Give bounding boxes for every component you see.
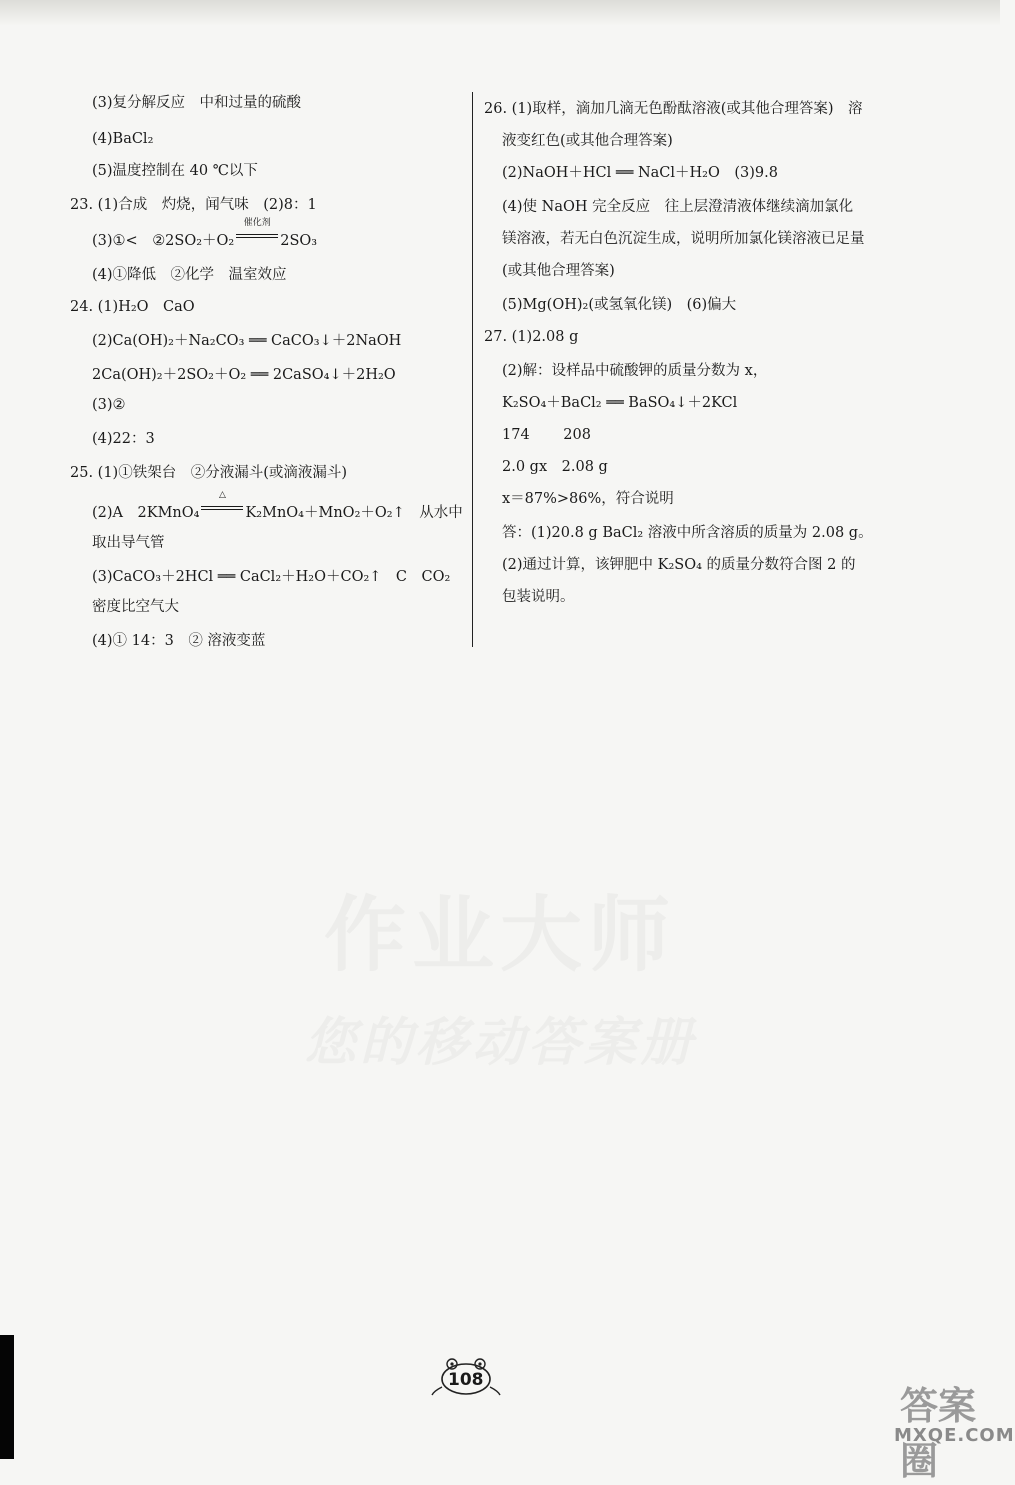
logo-url: MXQE.COM (894, 1425, 1015, 1446)
equation-right: K₂MnO₄＋MnO₂＋O₂↑ 从水中 (245, 505, 463, 521)
answer-27-conclusion-2: (2)通过计算，该钾肥中 K₂SO₄ 的质量分数符合图 2 的 (502, 557, 856, 573)
answer-25-3: (3)CaCO₃＋2HCl ══ CaCl₂＋H₂O＋CO₂↑ C CO₂ (92, 569, 451, 585)
answer-26-4c: (或其他合理答案) (502, 263, 615, 279)
reaction-condition: 催化剂 (234, 231, 280, 245)
answer-22-4: (4)BaCl₂ (92, 131, 154, 147)
answer-27-result: x＝87%>86%，符合说明 (502, 491, 674, 507)
answer-24-1: 24. (1)H₂O CaO (70, 299, 195, 315)
watermark-title: 作业大师 (323, 888, 676, 983)
answer-27-conclusion-3: 包装说明。 (502, 589, 575, 605)
answer-27-values: 2.0 gx 2.08 g (502, 459, 608, 475)
equation-left: (3)①< ②2SO₂＋O₂ (92, 233, 235, 249)
answer-25-2b: 取出导气管 (92, 535, 165, 551)
answer-26-4: (4)使 NaOH 完全反应 往上层澄清液体继续滴加氯化 (502, 199, 854, 215)
answer-26-5: (5)Mg(OH)₂(或氢氧化镁) (6)偏大 (502, 297, 737, 313)
answer-25-3b: 密度比空气大 (92, 599, 179, 615)
answer-24-4: (4)22：3 (92, 431, 155, 447)
answer-25-1: 25. (1)①铁架台 ②分液漏斗(或滴液漏斗) (70, 465, 348, 481)
answer-24-2: (2)Ca(OH)₂＋Na₂CO₃ ══ CaCO₃↓＋2NaOH (92, 333, 402, 349)
page-top-shadow (0, 0, 1000, 26)
equation-right: 2SO₃ (280, 233, 318, 249)
logo-text: 答案圈 (900, 1384, 977, 1483)
answer-22-5: (5)温度控制在 40 ℃以下 (92, 163, 258, 179)
answer-24-2b: 2Ca(OH)₂＋2SO₂＋O₂ ══ 2CaSO₄↓＋2H₂O (92, 367, 396, 383)
answer-27-1: 27. (1)2.08 g (484, 329, 579, 345)
reaction-condition: △ (199, 503, 245, 517)
watermark-subtitle: 您的移动答案册 (303, 1013, 696, 1073)
answer-24-3: (3)② (92, 397, 126, 413)
answer-27-conclusion: 答：(1)20.8 g BaCl₂ 溶液中所含溶质的质量为 2.08 g。 (502, 525, 873, 541)
answer-22-3: (3)复分解反应 中和过量的硫酸 (92, 95, 302, 111)
answer-25-4: (4)① 14：3 ② 溶液变蓝 (92, 633, 266, 649)
scan-edge-bar (0, 1335, 14, 1459)
answer-23-3 (92, 218, 318, 252)
answer-26-4b: 镁溶液，若无白色沉淀生成，说明所加氯化镁溶液已足量 (502, 231, 865, 247)
answer-27-equation: K₂SO₄＋BaCl₂ ══ BaSO₄↓＋2KCl (502, 395, 738, 411)
page-number: 108 (448, 1370, 484, 1390)
answer-23-4: (4)①降低 ②化学 温室效应 (92, 267, 287, 283)
answer-26-1: 26. (1)取样，滴加几滴无色酚酞溶液(或其他合理答案) 溶 (484, 101, 863, 117)
site-logo (894, 1375, 1015, 1483)
answer-26-1b: 液变红色(或其他合理答案) (502, 133, 673, 149)
answer-27-ratio: 174 208 (502, 427, 591, 443)
answer-27-2: (2)解：设样品中硫酸钾的质量分数为 x， (502, 363, 768, 379)
equation-left: (2)A 2KMnO₄ (92, 505, 200, 521)
column-divider (472, 92, 473, 647)
answer-26-2: (2)NaOH＋HCl ══ NaCl＋H₂O (3)9.8 (502, 165, 778, 181)
answer-23-1: 23. (1)合成 灼烧，闻气味 (2)8：1 (70, 197, 317, 213)
answer-25-2 (92, 490, 463, 524)
